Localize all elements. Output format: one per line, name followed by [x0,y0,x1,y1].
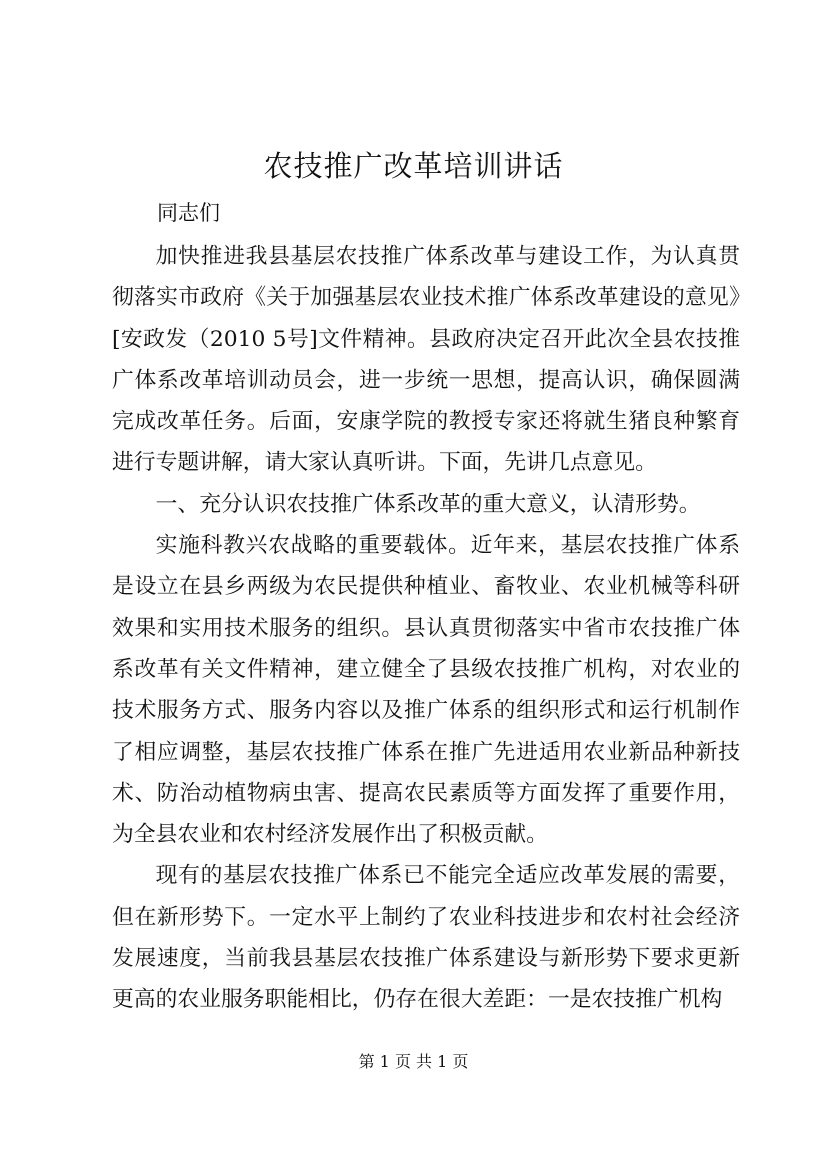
document-body [112,236,740,1021]
paragraph-current-situation: 现有的基层农技推广体系已不能完全适应改革发展的需要，但在新形势下。一定水平上制约了农业科技进步和农村社会经济发展速度，当前我县基层农技推广体系建设与新形势下要求更新更高的农业服务职能相比，仍存在很大差距：一是农技推广机构 [112,863,740,1013]
section-heading-1: 一、充分认识农技推广体系改革的重大意义，认清形势。 [155,491,701,517]
page-number-footer: 第 1 页 共 1 页 [358,1052,469,1071]
paragraph-significance: 实施科教兴农战略的重要载体。近年来，基层农技推广体系是设立在县乡两级为农民提供种植业、畜牧业、农业机械等科研效果和实用技术服务的组织。县认真贯彻落实中省市农技推广体系改革有关文件精神，建立健全了县级农技推广机构，对农业的技术服务方式、服务内容以及推广体系的组织形式和运行机制作了相应调整，基层农技推广体系在推广先进适用农业新品种新技术、防治动植物病虫害、提高农民素质等方面发挥了重要作用，为全县农业和农村经济发展作出了积极贡献。 [112,533,740,848]
paragraph-intro: 加快推进我县基层农技推广体系改革与建设工作，为认真贯彻落实市政府《关于加强基层农业技术推广体系改革建设的意见》[安政发（2010 5号]文件精神。县政府决定召开此次全县农技推广体系改革培训动员会，进一步统一思想，提高认识，确保圆满完成改革任务。后面，安康学院的教授专家还将就生猪良种繁育进行专题讲解，请大家认真听讲。下面，先讲几点意见。 [112,244,740,476]
salutation: 同志们 [157,201,220,225]
document-title: 农技推广改革培训讲话 [263,149,564,183]
